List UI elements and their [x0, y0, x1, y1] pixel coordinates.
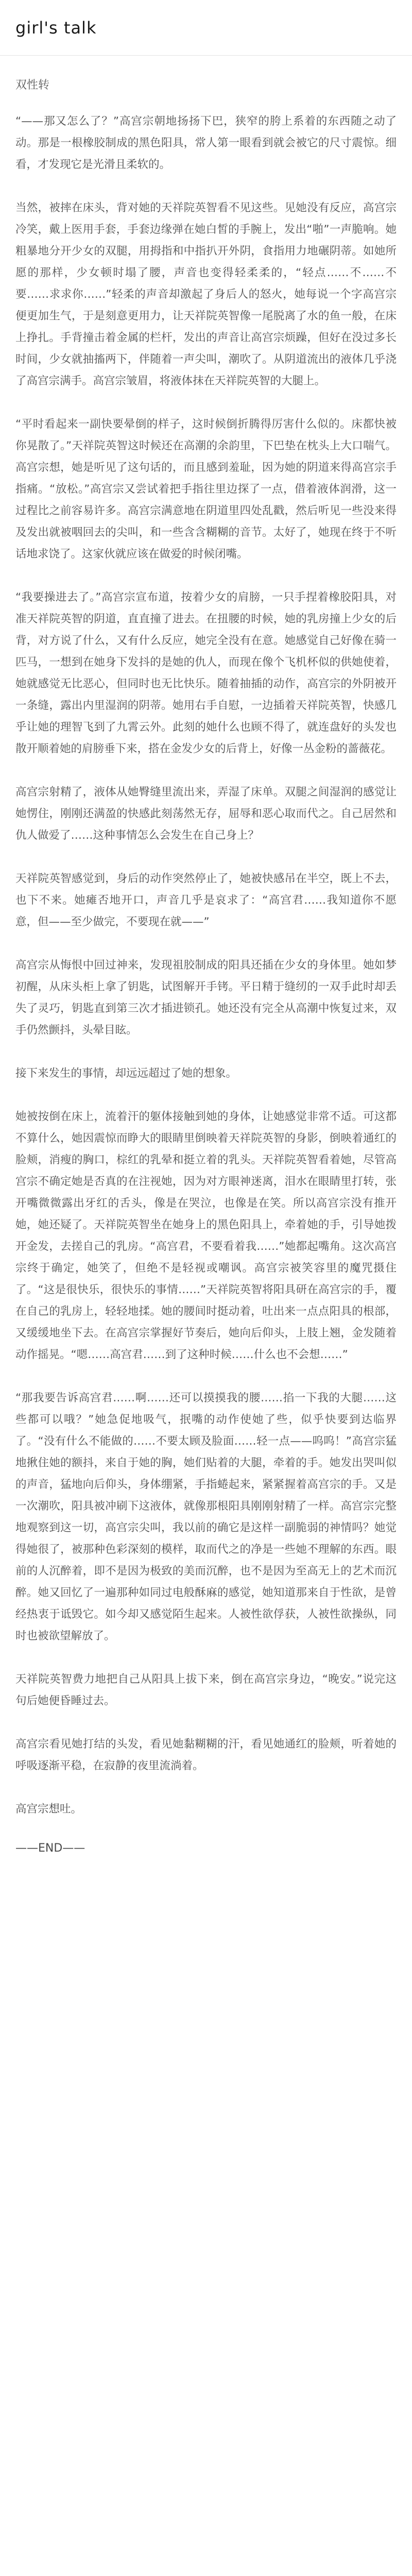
- paragraph: 天祥院英智感觉到，身后的动作突然停止了，她被快感吊在半空，既上不去，也下不来。她瘫否地开口，声音几乎是哀求了：“高宫君……我知道你不愿意，但——至少做完，不要现在就——”: [15, 872, 397, 928]
- paragraph: 她被按倒在床上，流着汗的躯体接触到她的身体，让她感觉非常不适。可这都不算什么，她因震惊而睁大的眼睛里倒映着天祥院英智的身影，倒映着通红的脸颊，消瘦的胸口，棕红的乳晕和挺立着的乳头。天祥院英智看着她，尽管高宫宗不确定她是否真的在注视她，因为对方眼神迷离，泪水在眼睛里打转，张开嘴微微露出牙红的舌头，像是在哭泣，也像是在笑。所以高宫宗没有推开她，她还疑了。天祥院英智坐在她身上的黑色阳具上，牵着她的手，引导她拨开金发，去搓自己的乳房。“高宫君，不要看着我……”她都起嘴角。这次高宫宗终于确定，她笑了，但绝不是轻视或嘲讽。高宫宗被笑容里的魔咒摄住了。“这是很快乐，很快乐的事情……”天祥院英智将阳具研在高宫宗的手，覆在自己的乳房上，轻轻地揉。她的腰间时挺动着，吐出来一点点阳具的根部，又缓缓地坐下去。在高宫宗掌握好节奏后，她向后仰头，上肢上翘，金发随着动作摇晃。“嗯……高宫君……到了这种时候……什么也不会想……”: [15, 1110, 397, 1361]
- paragraph: 高宫宗从悔恨中回过神来，发现祖胶制成的阳具还插在少女的身体里。她如梦初醒，从床头柜上拿了钥匙，试图解开手铐。平日精于缝纫的一双手此时却丢失了灵巧，钥匙直到第三次才插进锁孔。她还没有完全从高潮中恢复过来，双手仍然颤抖，头晕目眩。: [15, 959, 397, 1037]
- article-tag: 双性转: [15, 79, 50, 92]
- paragraph: “那我要告诉高宫君……啊……还可以摸摸我的腰……掐一下我的大腿……这些都可以哦？”她急促地吸气，抿嘴的动作使她了些，似乎快要到达临界了。“没有什么不能做的……不要太顾及脸面……轻一点——呜呜！”高宫宗猛地揪住她的额抖，来自于她的胸，她们贴着的大腿，牵着的手。她发出哭叫似的声音，猛地向后仰头，身体绷紧，手指蜷起来，紧紧握着高宫宗的手。又是一次潮吹，阳具被冲刷下这液体，就像那根阳具刚刚射精了一样。高宫宗完整地观察到这一切，高宫宗尖叫，我以前的确它是这样一副脆弱的神情吗？她觉得她很了，被那种色彩深刻的模样，取而代之的净是一些她不理解的东西。眼前的人沉醉着，即不是因为极致的美而沉醉，也不是因为至高无上的艺术而沉醉。她又回忆了一遍那种如同过电般酥麻的感觉，她知道那来自于性欲，是曾经热衷于诋毁它。如今却又感觉陌生起来。人被性欲俘获，人被性欲操纵，同时也被欲望解放了。: [15, 1392, 397, 1642]
- paragraph: 当然，被摔在床头，背对她的天祥院英智看不见这些。见她没有反应，高宫宗冷笑，戴上医用手套，手套边缘弹在她白皙的手腕上，发出“啪”一声脆响。她粗暴地分开少女的双腿，用拇指和中指扒开外阴，食指用力地碾阴蒂。如她所愿的那样，少女顿时塌了腰，声音也变得轻柔柔的，“轻点……不……不要……求求你……”轻柔的声音却激起了身后人的怒火，她每说一个字高宫宗便更加生气，于是刻意更用力，让天祥院英智像一尾脱离了水的鱼一般，在床上挣扎。手背撞击着金属的栏杆，发出的声音让高宫宗烦躁，但好在没过多长时间，少女就抽搐两下，伴随着一声尖叫，潮吹了。从阴道流出的液体几乎浇了高宫宗满手。高宫宗皱眉，将液体抹在天祥院英智的大腿上。: [15, 201, 397, 387]
- paragraph: 高宫宗想吐。: [15, 1803, 82, 1816]
- top-bar: [0, 0, 412, 56]
- paragraph: 高宫宗射精了，液体从她臀缝里流出来，弄湿了床单。双腿之间湿润的感觉让她愣住，刚刚还满盈的快感此刻荡然无存，屈辱和恶心取而代之。自己居然和仇人做爱了……这种事情怎么会发生在自己身上？: [15, 786, 397, 842]
- paragraph: 高宫宗看见她打结的头发，看见她黏糊糊的汗，看见她通红的脸颊，听着她的呼吸逐渐平稳，在寂静的夜里流淌着。: [15, 1738, 397, 1772]
- paragraph: 接下来发生的事情，却远远超过了她的想象。: [15, 1067, 237, 1080]
- app-title: girl's talk: [15, 18, 97, 38]
- paragraph: “——那又怎么了？”高宫宗朝地扬扬下巴，狭窄的胯上系着的东西随之动了动。那是一根橡胶制成的黑色阳具，常人第一眼看到就会被它的尺寸震惊。细看，才发现它是光滑且柔软的。: [15, 115, 397, 171]
- paragraph: 天祥院英智费力地把自己从阳具上拔下来，倒在高宫宗身边，“晚安。”说完这句后她便昏睡过去。: [15, 1673, 397, 1707]
- end-mark: ——END——: [15, 1842, 85, 1855]
- paragraph: “平时看起来一副快要晕倒的样子，这时候倒折腾得厉害什么似的。床都快被你晃散了。”天祥院英智这时候还在高潮的余韵里，下巴垫在枕头上大口喘气。高宫宗想，她是听见了这句话的，而且感到羞耻，因为她的阴道来得高宫宗手指痛。“放松。”高宫宗又尝试着把手指往里边探了一点，借着液体润滑，这一过程比之前容易许多。高宫宗满意地在阴道里四处乱戳，然后听见一些没来得及发出就被咽回去的尖叫，和一些含含糊糊的音节。太好了，她现在终于不听话地求饶了。这家伙就应该在做爱的时候闭嘴。: [15, 418, 397, 561]
- article-body: [0, 56, 412, 1855]
- paragraph: “我要操进去了。”高宫宗宣布道，按着少女的肩膀，一只手捏着橡胶阳具，对准天祥院英智的阴道，直直撞了进去。在扭腰的时候，她的乳房撞上少女的后背，对方说了什么，又有什么反应，她完全没有在意。她感觉自己好像在骑一匹马，一想到在她身下发抖的是她的仇人，而现在像个飞机杯似的供她使着，她就感觉无比恶心，但同时也无比快乐。随着抽插的动作，高宫宗的外阴被开一条缝，露出内里湿润的阴蒂。她用右手自慰，一边插着天祥院英智，快感几乎让她的理智飞到了九霄云外。此刻的她什么也顾不得了，就连盘好的头发也散开顺着她的肩膀垂下来，搭在金发少女的后背上，好像一丛金粉的蔷薇花。: [15, 591, 397, 755]
